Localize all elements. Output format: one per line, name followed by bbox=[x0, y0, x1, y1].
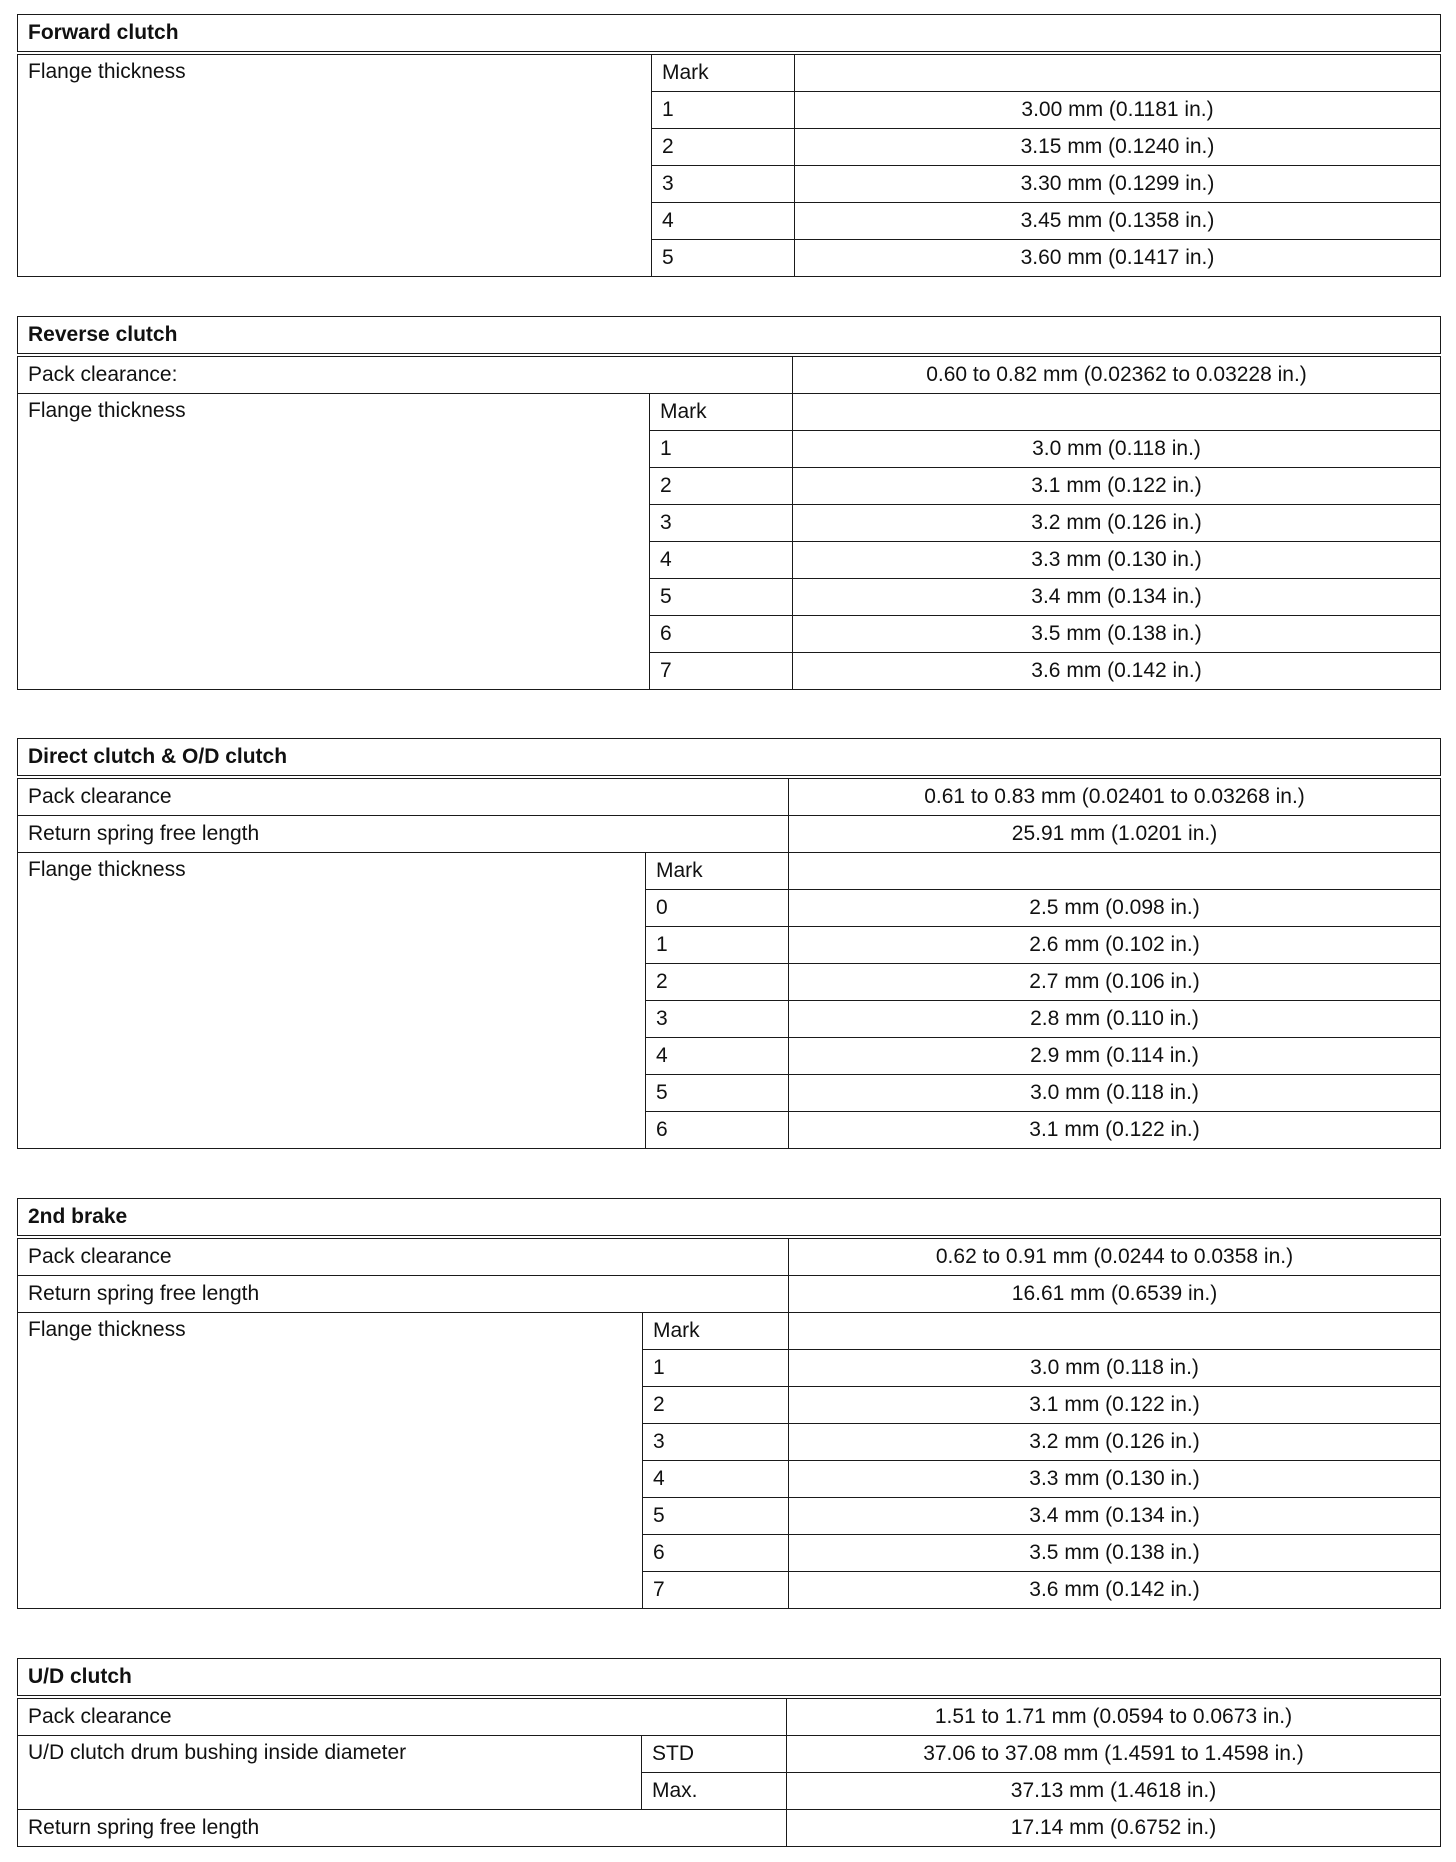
value-cell: 2.5 mm (0.098 in.) bbox=[789, 890, 1441, 927]
pack-clearance-value: 1.51 to 1.71 mm (0.0594 to 0.0673 in.) bbox=[787, 1697, 1441, 1736]
mark-cell: 5 bbox=[650, 579, 793, 616]
value-cell: 3.3 mm (0.130 in.) bbox=[793, 542, 1441, 579]
table-row bbox=[18, 394, 1441, 431]
mark-cell: 1 bbox=[650, 431, 793, 468]
return-spring-label: Return spring free length bbox=[18, 816, 789, 853]
mark-cell: 2 bbox=[652, 129, 795, 166]
mark-cell: 4 bbox=[643, 1461, 789, 1498]
value-cell: 3.1 mm (0.122 in.) bbox=[789, 1387, 1441, 1424]
mark-cell: 3 bbox=[643, 1424, 789, 1461]
mark-value-header bbox=[789, 853, 1441, 890]
value-cell: 2.6 mm (0.102 in.) bbox=[789, 927, 1441, 964]
mark-cell: 6 bbox=[650, 616, 793, 653]
table-row bbox=[18, 1736, 1441, 1773]
value-cell: 3.0 mm (0.118 in.) bbox=[789, 1350, 1441, 1387]
mark-header: Mark bbox=[643, 1313, 789, 1350]
reverse-clutch-title: Reverse clutch bbox=[18, 317, 1441, 356]
mark-header: Mark bbox=[650, 394, 793, 431]
value-cell: 2.7 mm (0.106 in.) bbox=[789, 964, 1441, 1001]
mark-header: Mark bbox=[652, 53, 795, 92]
pack-clearance-label: Pack clearance: bbox=[18, 355, 793, 394]
value-cell: 3.1 mm (0.122 in.) bbox=[789, 1112, 1441, 1149]
mark-cell: 6 bbox=[646, 1112, 789, 1149]
pack-clearance-value: 0.60 to 0.82 mm (0.02362 to 0.03228 in.) bbox=[793, 355, 1441, 394]
std-value: 37.06 to 37.08 mm (1.4591 to 1.4598 in.) bbox=[787, 1736, 1441, 1773]
table-row bbox=[18, 1237, 1441, 1276]
table-title-row bbox=[18, 1199, 1441, 1238]
table-title-row bbox=[18, 1659, 1441, 1698]
mark-cell: 1 bbox=[643, 1350, 789, 1387]
return-spring-value: 17.14 mm (0.6752 in.) bbox=[787, 1810, 1441, 1847]
value-cell: 3.0 mm (0.118 in.) bbox=[789, 1075, 1441, 1112]
reverse-clutch-body bbox=[18, 317, 1441, 690]
mark-cell: 1 bbox=[646, 927, 789, 964]
return-spring-label: Return spring free length bbox=[18, 1810, 787, 1847]
mark-value-header bbox=[789, 1313, 1441, 1350]
value-cell: 2.9 mm (0.114 in.) bbox=[789, 1038, 1441, 1075]
value-cell: 3.5 mm (0.138 in.) bbox=[789, 1535, 1441, 1572]
bushing-diameter-label: U/D clutch drum bushing inside diameter bbox=[18, 1736, 642, 1810]
direct-clutch-title: Direct clutch & O/D clutch bbox=[18, 739, 1441, 778]
return-spring-value: 25.91 mm (1.0201 in.) bbox=[789, 816, 1441, 853]
mark-cell: 5 bbox=[643, 1498, 789, 1535]
mark-cell: 2 bbox=[643, 1387, 789, 1424]
table-title-row bbox=[18, 317, 1441, 356]
value-cell: 3.2 mm (0.126 in.) bbox=[793, 505, 1441, 542]
flange-thickness-label: Flange thickness bbox=[18, 853, 646, 1149]
table-row bbox=[18, 1810, 1441, 1847]
value-cell: 3.60 mm (0.1417 in.) bbox=[795, 240, 1441, 277]
table-row bbox=[18, 1313, 1441, 1350]
mark-cell: 4 bbox=[652, 203, 795, 240]
table-row bbox=[18, 1276, 1441, 1313]
forward-clutch-title: Forward clutch bbox=[18, 15, 1441, 54]
mark-cell: 3 bbox=[646, 1001, 789, 1038]
mark-cell: 0 bbox=[646, 890, 789, 927]
mark-cell: 4 bbox=[650, 542, 793, 579]
ud-clutch-title: U/D clutch bbox=[18, 1659, 1441, 1698]
second-brake-table bbox=[17, 1198, 1441, 1609]
value-cell: 3.45 mm (0.1358 in.) bbox=[795, 203, 1441, 240]
value-cell: 3.30 mm (0.1299 in.) bbox=[795, 166, 1441, 203]
return-spring-value: 16.61 mm (0.6539 in.) bbox=[789, 1276, 1441, 1313]
table-row bbox=[18, 1697, 1441, 1736]
pack-clearance-label: Pack clearance bbox=[18, 1697, 787, 1736]
value-cell: 3.2 mm (0.126 in.) bbox=[789, 1424, 1441, 1461]
mark-cell: 3 bbox=[652, 166, 795, 203]
mark-value-header bbox=[795, 53, 1441, 92]
mark-cell: 6 bbox=[643, 1535, 789, 1572]
mark-cell: 2 bbox=[646, 964, 789, 1001]
value-cell: 3.6 mm (0.142 in.) bbox=[793, 653, 1441, 690]
value-cell: 3.4 mm (0.134 in.) bbox=[793, 579, 1441, 616]
flange-thickness-label: Flange thickness bbox=[18, 1313, 643, 1609]
table-row bbox=[18, 355, 1441, 394]
mark-cell: 3 bbox=[650, 505, 793, 542]
value-cell: 3.6 mm (0.142 in.) bbox=[789, 1572, 1441, 1609]
value-cell: 3.00 mm (0.1181 in.) bbox=[795, 92, 1441, 129]
table-row bbox=[18, 816, 1441, 853]
value-cell: 2.8 mm (0.110 in.) bbox=[789, 1001, 1441, 1038]
value-cell: 3.5 mm (0.138 in.) bbox=[793, 616, 1441, 653]
ud-clutch-body bbox=[18, 1659, 1441, 1847]
table-row bbox=[18, 777, 1441, 816]
max-value: 37.13 mm (1.4618 in.) bbox=[787, 1773, 1441, 1810]
value-cell: 3.1 mm (0.122 in.) bbox=[793, 468, 1441, 505]
pack-clearance-label: Pack clearance bbox=[18, 1237, 789, 1276]
value-cell: 3.4 mm (0.134 in.) bbox=[789, 1498, 1441, 1535]
value-cell: 3.15 mm (0.1240 in.) bbox=[795, 129, 1441, 166]
mark-value-header bbox=[793, 394, 1441, 431]
value-cell: 3.0 mm (0.118 in.) bbox=[793, 431, 1441, 468]
mark-cell: 5 bbox=[652, 240, 795, 277]
mark-cell: 4 bbox=[646, 1038, 789, 1075]
std-label: STD bbox=[642, 1736, 787, 1773]
mark-header: Mark bbox=[646, 853, 789, 890]
second-brake-body bbox=[18, 1199, 1441, 1609]
forward-clutch-table bbox=[17, 14, 1441, 277]
mark-cell: 7 bbox=[643, 1572, 789, 1609]
table-row bbox=[18, 53, 1441, 92]
mark-cell: 5 bbox=[646, 1075, 789, 1112]
table-title-row bbox=[18, 739, 1441, 778]
value-cell: 3.3 mm (0.130 in.) bbox=[789, 1461, 1441, 1498]
max-label: Max. bbox=[642, 1773, 787, 1810]
pack-clearance-label: Pack clearance bbox=[18, 777, 789, 816]
reverse-clutch-table bbox=[17, 316, 1441, 690]
second-brake-title: 2nd brake bbox=[18, 1199, 1441, 1238]
flange-thickness-label: Flange thickness bbox=[18, 394, 650, 690]
direct-clutch-table bbox=[17, 738, 1441, 1149]
pack-clearance-value: 0.61 to 0.83 mm (0.02401 to 0.03268 in.) bbox=[789, 777, 1441, 816]
table-row bbox=[18, 853, 1441, 890]
ud-clutch-table bbox=[17, 1658, 1441, 1847]
direct-clutch-body bbox=[18, 739, 1441, 1149]
table-title-row bbox=[18, 15, 1441, 54]
pack-clearance-value: 0.62 to 0.91 mm (0.0244 to 0.0358 in.) bbox=[789, 1237, 1441, 1276]
mark-cell: 2 bbox=[650, 468, 793, 505]
forward-clutch-body bbox=[18, 15, 1441, 277]
mark-cell: 1 bbox=[652, 92, 795, 129]
flange-thickness-label: Flange thickness bbox=[18, 53, 652, 277]
mark-cell: 7 bbox=[650, 653, 793, 690]
return-spring-label: Return spring free length bbox=[18, 1276, 789, 1313]
